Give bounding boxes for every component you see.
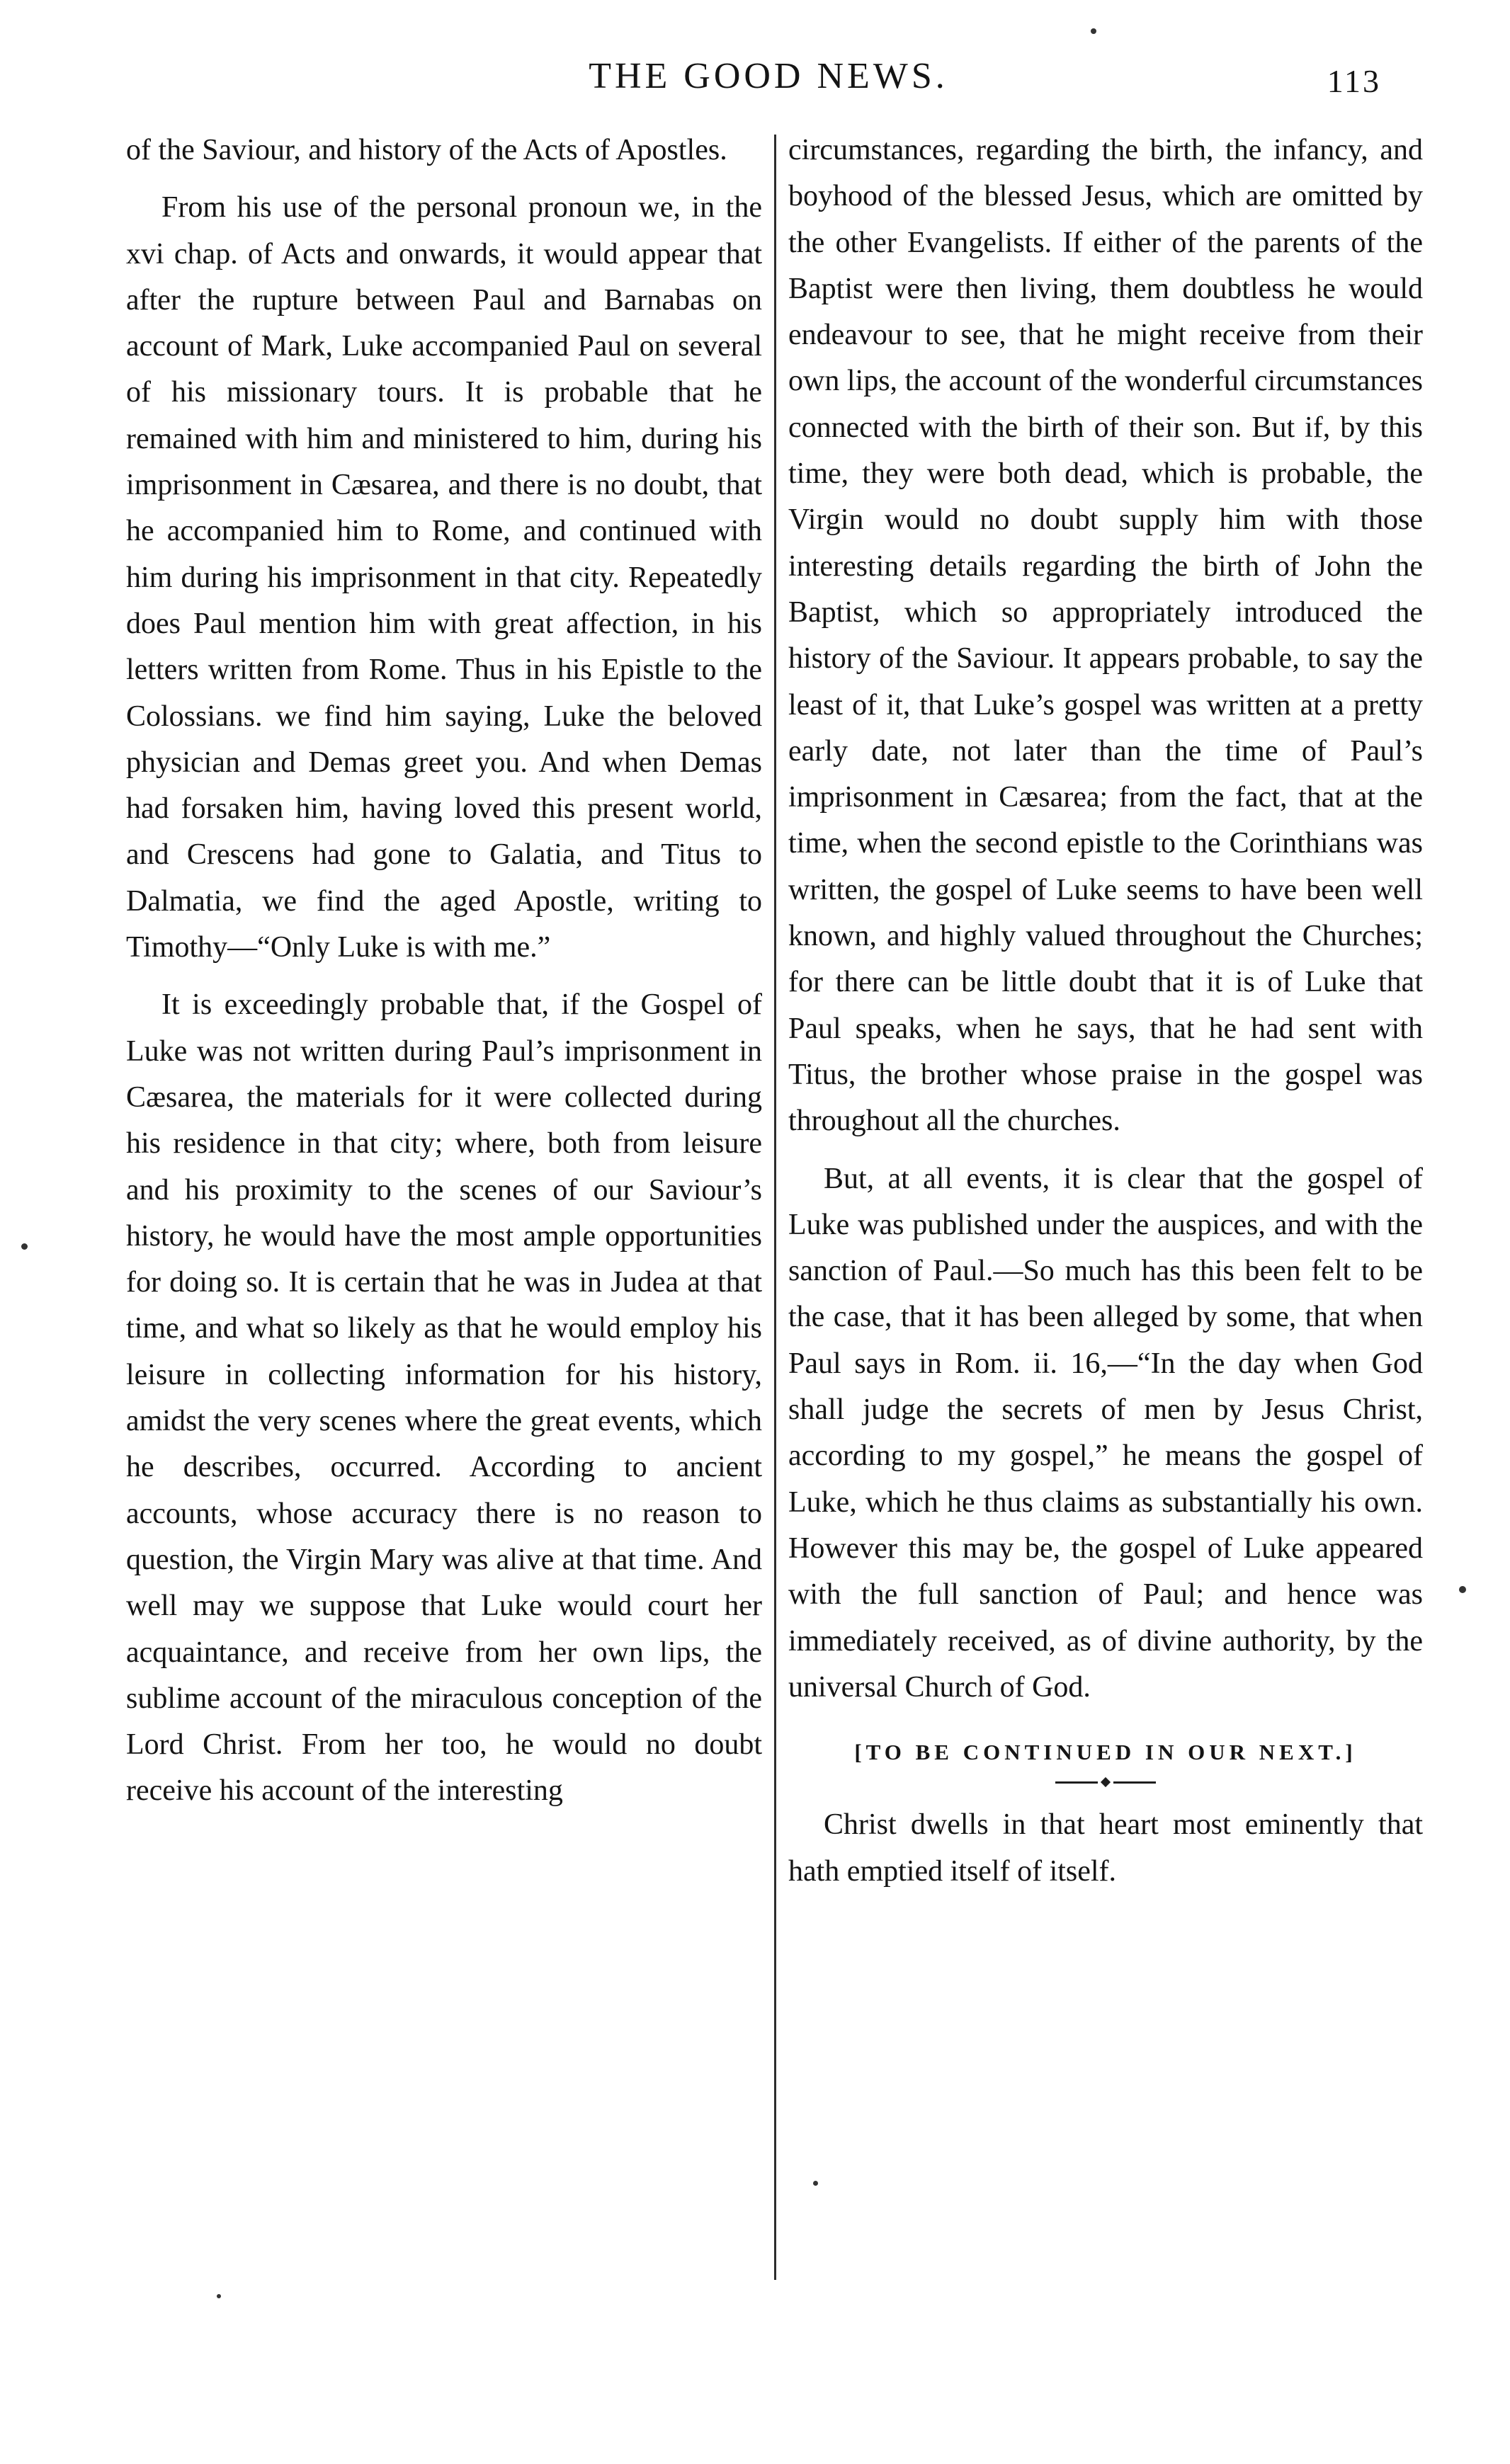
paragraph: From his use of the personal pronoun we, in the xvi chap. of Acts and onwards, it would appear that after the rupture between Paul and Barnabas on account of Mark, Luke accompanied Paul on several of his missionary tours. It is probable that he remained with him and ministered to him, during his imprisonment in Cæsarea, and there is no doubt, that he accompanied him to Rome, and continued with him during his imprisonment in that city. Repeatedly does Paul mention him with great affection, in his letters written from Rome. Thus in his Epistle to the Colossians. we find him saying, Luke the beloved physician and Demas greet you. And when Demas had forsaken him, having loved this present world, and Crescens had gone to Galatia, and Titus to Dalmatia, we find the aged Apostle, writing to Timothy—“Only Luke is with me.”	[126, 191, 762, 964]
column-divider	[774, 135, 776, 2280]
paragraph: circumstances, regarding the birth, the infancy, and boyhood of the blessed Jesus, which are omitted by the other Evangelists. If either of the parents of the Baptist were then living, them doubtless he would endeavour to see, that he might receive from their own lips, the account of the wonderful circumstances connected with the birth of their son. But if, by this time, they were both dead, which is probable, the Virgin would no doubt supply him with those interesting details regarding the birth of John the Baptist, which so appropriately introduced the history of the Saviour. It appears probable, to say the least of it, that Luke’s gospel was written at a pretty early date, not later than the time of Paul’s imprisonment in Cæsarea; from the fact, that at the time, when the second epistle to the Corinthians was written, the gospel of Luke seems to have been well known, and highly valued throughout the Churches; for there can be little doubt that it is of Luke that Paul speaks, when he says, that he had sent with Titus, the brother whose praise in the gospel was throughout all the churches.	[788, 134, 1423, 1138]
left-column	[126, 127, 762, 1826]
print-speck	[1459, 1586, 1466, 1593]
print-speck	[21, 1243, 28, 1250]
print-speck	[1091, 28, 1096, 34]
print-speck	[217, 2294, 221, 2298]
continued-note: [TO BE CONTINUED IN OUR NEXT.]	[854, 1740, 1357, 1765]
right-column	[788, 127, 1423, 1906]
page-number: 113	[1327, 63, 1381, 99]
paragraph: But, at all events, it is clear that the gospel of Luke was published under the auspices, and with the sanction of Paul.—So much has this been felt to be the case, that it has been alleged by some, that when Paul says in Rom. ii. 16,—“In the day when God shall judge the secrets of men by Jesus Christ, according to my gospel,” he means the gospel of Luke, which he thus claims as substantially his own. However this may be, the gospel of Luke appeared with the full sanction of Paul; and hence was immediately received, as of divine authority, by the universal Church of God.	[788, 1162, 1423, 1704]
running-head	[120, 55, 1417, 105]
running-title: THE GOOD NEWS.	[589, 56, 948, 96]
closing-quote: Christ dwells in that heart most eminently that hath emptied itself of itself.	[788, 1808, 1423, 1888]
ornament-divider	[1035, 1779, 1176, 1785]
paragraph: It is exceedingly probable that, if the Gospel of Luke was not written during Paul’s imprisonment in Cæsarea, the materials for it were collected during his residence in that city; where, both from leisure and his proximity to the scenes of our Saviour’s history, he would have the most ample opportunities for doing so. It is certain that he was in Judea at that time, and what so likely as that he would employ his leisure in collecting information for his history, amidst the very scenes where the great events, which he describes, occurred. According to ancient accounts, whose accuracy there is no reason to question, the Virgin Mary was alive at that time. And well may we suppose that Luke would court her acquaintance, and receive from her own lips, the sublime account of the miraculous conception of the Lord Christ. From her too, he would no doubt receive his account of the interesting	[126, 988, 762, 1808]
paragraph: of the Saviour, and history of the Acts of Apostles.	[126, 134, 727, 166]
print-speck	[813, 2181, 818, 2186]
